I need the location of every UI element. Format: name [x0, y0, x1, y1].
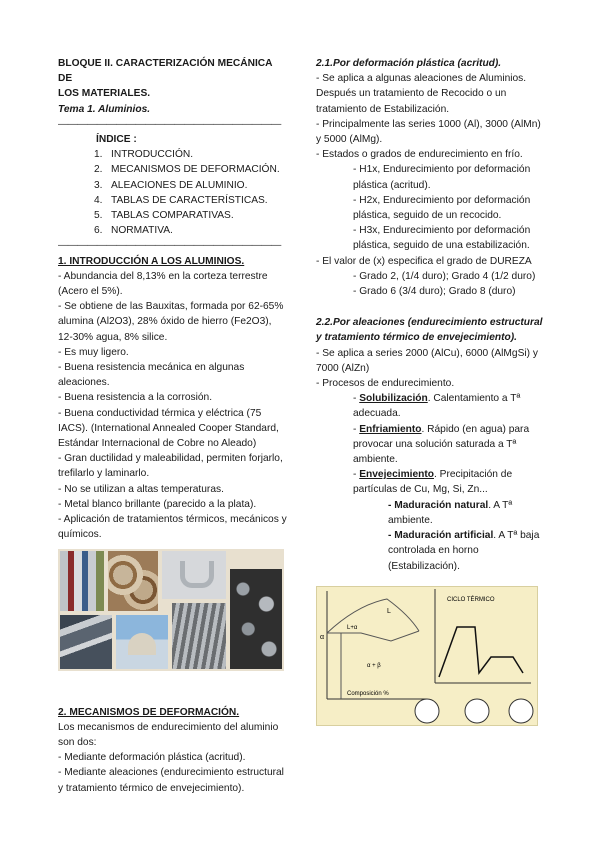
maduracion-natural: - Maduración natural. A Tª ambiente.	[388, 499, 513, 526]
aluminium-photo-collage	[58, 549, 284, 671]
section1-item: - Metal blanco brillante (parecido a la plata).	[58, 498, 257, 510]
index-item: 4. TABLAS DE CARACTERÍSTICAS.	[94, 194, 268, 206]
index-item: 3. ALEACIONES DE ALUMINIO.	[94, 179, 248, 191]
block-title-line1: BLOQUE II. CARACTERIZACIÓN MECÁNICA DE	[58, 58, 273, 85]
separator-bottom: ———————————————————————	[58, 240, 281, 252]
section2-title: 2. MECANISMOS DE DEFORMACIÓN.	[58, 706, 240, 718]
section1-item: - Buena resistencia mecánica en algunas aleaciones.	[58, 362, 245, 389]
separator-top: ———————————————————————	[58, 118, 281, 130]
section2-item: - Mediante deformación plástica (acritud).	[58, 752, 246, 764]
phase-diagram-svg	[317, 587, 537, 725]
diagram-label-liquid: L	[387, 607, 391, 615]
index-list	[58, 147, 288, 238]
topic-subtitle: Tema 1. Aluminios.	[58, 103, 151, 115]
section1-item: - Se obtiene de las Bauxitas, formada por 62-65% alumina (Al2O3), 28% óxido de hierro (Fe2O3), 12-30% agua, 8% silice.	[58, 301, 284, 343]
section22-title: 2.2.Por aleaciones (endurecimiento estructural y tratamiento térmico de envejecimiento).	[316, 317, 543, 344]
section21-title: 2.1.Por deformación plástica (acritud).	[316, 58, 502, 69]
section22-item: - Se aplica a series 2000 (AlCu), 6000 (AlMgSi) y 7000 (AlZn)	[316, 347, 538, 374]
photo-aluminium-sheets	[172, 603, 226, 669]
photo-aluminium-rods	[60, 615, 112, 669]
section2-item: Los mecanismos de endurecimiento del aluminio son dos:	[58, 721, 279, 748]
index-item: 2. MECANISMOS DE DEFORMACIÓN.	[94, 164, 280, 176]
section1-item: - Gran ductilidad y maleabilidad, permiten forjarlo, trefilarlo y laminarlo.	[58, 453, 283, 480]
photo-aluminium-parts	[230, 569, 282, 669]
dureza-grade: - Grado 6 (3/4 duro); Grado 8 (duro)	[353, 286, 516, 298]
index-title: ÍNDICE :	[96, 134, 137, 146]
index-item: 5. TABLAS COMPARATIVAS.	[94, 210, 234, 222]
section21-item: - Estados o grados de endurecimiento en frío.	[316, 149, 523, 161]
process-envejecimiento: - Envejecimiento. Precipitación de partículas de Cu, Mg, Si, Zn...	[353, 469, 513, 496]
section1-item: - Buena conductividad térmica y eléctrica (75 IACS). (International Annealed Cooper Standard, Estándar Internacional de Cobre no Aleado)	[58, 407, 279, 450]
block-title-line2: LOS MATERIALES.	[58, 88, 151, 100]
section1-item: - Aplicación de tratamientos térmicos, mecánicos y químicos.	[58, 514, 287, 541]
dureza-note: - El valor de (x) especifica el grado de DUREZA	[316, 255, 532, 267]
process-solubilizacion: - Solubilización. Calentamiento a Tª adecuada.	[353, 393, 521, 420]
hardening-grade: - H3x, Endurecimiento por deformación plástica, seguido de una estabilización.	[353, 225, 531, 252]
section21-item: - Se aplica a algunas aleaciones de Aluminios. Después un tratamiento de Recocido o un tratamiento de Estabilización.	[316, 73, 527, 115]
diagram-label-alpha-beta: α + β	[367, 662, 381, 669]
section21-item: - Principalmente las series 1000 (Al), 3000 (AlMn) y 5000 (AlMg).	[316, 118, 541, 146]
phase-diagram-thermal-cycle	[316, 586, 538, 726]
process-enfriamiento: - Enfriamiento. Rápido (en agua) para provocar una solución saturada a Tª ambiente.	[353, 423, 530, 466]
index-item: 6. NORMATIVA.	[94, 225, 173, 237]
section1-item: - Es muy ligero.	[58, 346, 129, 358]
section22-item: - Procesos de endurecimiento.	[316, 378, 455, 390]
photo-aluminium-tubes	[60, 551, 104, 611]
diagram-label-alpha: α	[320, 633, 325, 641]
maduracion-artificial: - Maduración artificial. A Tª baja controlada en horno (Estabilización).	[388, 530, 540, 572]
section1-title: 1. INTRODUCCIÓN A LOS ALUMINIOS.	[58, 255, 245, 267]
diagram-label-l-alpha: L+α	[347, 624, 358, 631]
left-column	[58, 56, 288, 796]
photo-dome-building	[116, 615, 168, 669]
diagram-label-composition: Composición %	[347, 690, 389, 697]
diagram-label-cycle: CICLO TÉRMICO	[447, 596, 495, 603]
hardening-grade: - H1x, Endurecimiento por deformación plástica (acritud).	[353, 164, 531, 191]
hardening-grade: - H2x, Endurecimiento por deformación plástica, seguido de un recocido.	[353, 194, 531, 222]
section1-item: - Buena resistencia a la corrosión.	[58, 392, 213, 404]
index-item: 1. INTRODUCCIÓN.	[94, 149, 194, 161]
photo-aluminium-profile	[162, 551, 226, 599]
dureza-grade: - Grado 2, (1/4 duro); Grado 4 (1/2 duro)	[353, 270, 536, 282]
photo-aluminium-coils	[108, 551, 158, 611]
section1-item: - No se utilizan a altas temperaturas.	[58, 483, 224, 495]
section2-item: - Mediante aleaciones (endurecimiento estructural y tratamiento térmico de envejecimiento).	[58, 767, 284, 794]
right-column	[316, 56, 548, 726]
section1-item: - Abundancia del 8,13% en la corteza terrestre (Acero el 5%).	[58, 270, 268, 298]
